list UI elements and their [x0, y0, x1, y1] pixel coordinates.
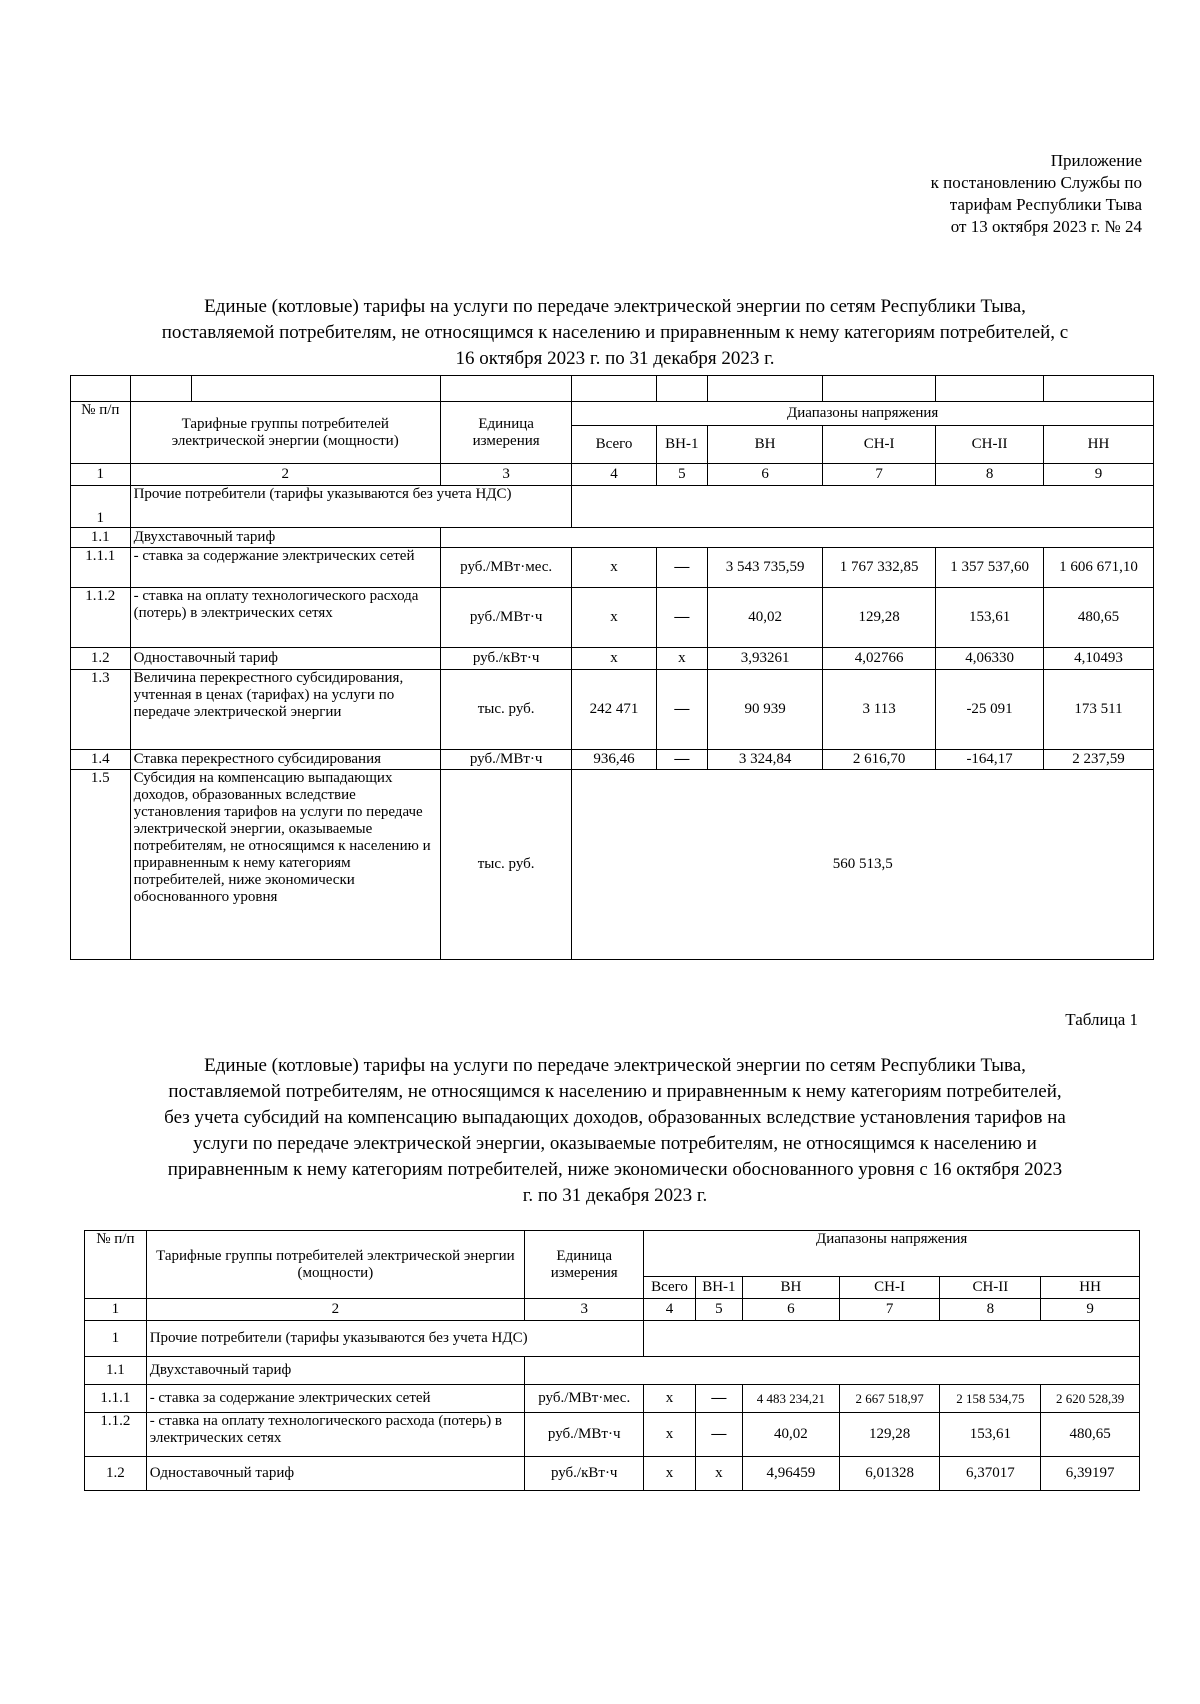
colnum: 9: [1041, 1299, 1140, 1321]
cell-nn: 4,10493: [1044, 648, 1154, 670]
header-sn2: СН-II: [936, 426, 1044, 464]
cell-sn2: 2 158 534,75: [940, 1385, 1041, 1413]
cell-nn: 480,65: [1041, 1413, 1140, 1457]
cell-vn1: —: [656, 548, 707, 588]
title-line: поставляемой потребителям, не относящимся к населению и приравненным к нему категориям потребителей,: [168, 1081, 1062, 1102]
cell-sn1: 129,28: [839, 1413, 940, 1457]
header-unit: Единица измерения: [440, 402, 572, 464]
table-row: [71, 770, 1154, 960]
cell-vn1: х: [695, 1457, 742, 1491]
cell-sn2: 153,61: [940, 1413, 1041, 1457]
row-label: Ставка перекрестного субсидирования: [130, 750, 440, 770]
cell-nn: 1 606 671,10: [1044, 548, 1154, 588]
cell-total: х: [572, 648, 656, 670]
title-line: г. по 31 декабря 2023 г.: [522, 1185, 708, 1206]
row-num: 1.1: [85, 1357, 147, 1385]
header-sn1: СН-I: [823, 426, 936, 464]
cell-nn: 2 620 528,39: [1041, 1385, 1140, 1413]
colnum-row: [71, 464, 1154, 486]
row-num: 1.1: [71, 528, 131, 548]
cell-total: 936,46: [572, 750, 656, 770]
header-total: Всего: [572, 426, 656, 464]
colnum: 8: [940, 1299, 1041, 1321]
row-label: Двухставочный тариф: [130, 528, 440, 548]
cell-sn1: 129,28: [823, 588, 936, 648]
colnum: 6: [708, 464, 823, 486]
colnum: 6: [743, 1299, 840, 1321]
header-ranges: Диапазоны напряжения: [572, 402, 1154, 426]
row-num: 1: [85, 1321, 147, 1357]
cell-sn2: 6,37017: [940, 1457, 1041, 1491]
row-unit: тыс. руб.: [440, 770, 572, 960]
header-sn1: СН-I: [839, 1277, 940, 1299]
tariff-table-2: [84, 1230, 1140, 1491]
row-unit: руб./МВт·мес.: [440, 548, 572, 588]
table-label: Таблица 1: [1065, 1010, 1138, 1029]
row-label: Двухставочный тариф: [146, 1357, 524, 1385]
table-row: [85, 1357, 1140, 1385]
empty-row: [71, 376, 1154, 402]
colnum: 3: [440, 464, 572, 486]
table-row: [71, 750, 1154, 770]
cell-sn1: 1 767 332,85: [823, 548, 936, 588]
colnum: 7: [823, 464, 936, 486]
cell-vn: 90 939: [708, 670, 823, 750]
cell-vn1: —: [656, 750, 707, 770]
row-unit: тыс. руб.: [440, 670, 572, 750]
colnum: 4: [572, 464, 656, 486]
cell-vn: 40,02: [743, 1413, 840, 1457]
row-label: - ставка за содержание электрических сетей: [146, 1385, 524, 1413]
row-num: 1.2: [71, 648, 131, 670]
cell-vn: 4 483 234,21: [743, 1385, 840, 1413]
cell-sn1: 2 667 518,97: [839, 1385, 940, 1413]
cell-vn1: —: [695, 1385, 742, 1413]
approval-line: к постановлению Службы по: [930, 173, 1142, 192]
cell-total: х: [572, 548, 656, 588]
row-label: Прочие потребители (тарифы указываются без учета НДС): [146, 1321, 644, 1357]
header-unit: Единица измерения: [525, 1231, 644, 1299]
cell-nn: 2 237,59: [1044, 750, 1154, 770]
row-label: Величина перекрестного субсидирования, учтенная в ценах (тарифах) на услуги по передаче электрической энергии: [130, 670, 440, 750]
header-num: № п/п: [71, 402, 131, 464]
table-row: [71, 648, 1154, 670]
row-label: Одноставочный тариф: [146, 1457, 524, 1491]
row-label: Субсидия на компенсацию выпадающих доходов, образованных вследствие установления тарифов на услуги по передаче электрической энергии, оказываемые потребителям, не относящимся к населению и приравненным к нему категориям потребителей, ниже экономически обоснованного уровня: [130, 770, 440, 960]
title-line: Единые (котловые) тарифы на услуги по передаче электрической энергии по сетям Республики Тыва,: [204, 1055, 1026, 1076]
row-unit: руб./МВт·ч: [525, 1413, 644, 1457]
cell-sn1: 3 113: [823, 670, 936, 750]
cell-vn: 3 324,84: [708, 750, 823, 770]
cell-nn: 480,65: [1044, 588, 1154, 648]
approval-line: тарифам Республики Тыва: [949, 195, 1142, 214]
row-unit: руб./кВт·ч: [525, 1457, 644, 1491]
cell-nn: 6,39197: [1041, 1457, 1140, 1491]
header-group: Тарифные группы потребителей электрической энергии (мощности): [146, 1231, 524, 1299]
approval-block: [722, 150, 1142, 238]
header-nn: НН: [1044, 426, 1154, 464]
header-sn2: СН-II: [940, 1277, 1041, 1299]
approval-line: Приложение: [1050, 151, 1142, 170]
colnum: 1: [85, 1299, 147, 1321]
row-num: 1: [71, 486, 131, 528]
table-row: [71, 670, 1154, 750]
section2-title: [70, 1053, 1160, 1209]
cell-sn1: 2 616,70: [823, 750, 936, 770]
row-label: Одноставочный тариф: [130, 648, 440, 670]
row-num: 1.1.1: [85, 1385, 147, 1413]
colnum: 5: [695, 1299, 742, 1321]
header-row: [85, 1231, 1140, 1277]
cell-vn: 3 543 735,59: [708, 548, 823, 588]
approval-line: от 13 октября 2023 г. № 24: [950, 217, 1142, 236]
header-vn1: ВН-1: [695, 1277, 742, 1299]
header-num: № п/п: [85, 1231, 147, 1299]
cell-nn: 173 511: [1044, 670, 1154, 750]
cell-vn1: х: [656, 648, 707, 670]
row-num: 1.5: [71, 770, 131, 960]
cell-vn: 3,93261: [708, 648, 823, 670]
table-row: [71, 486, 1154, 528]
title-line: 16 октября 2023 г. по 31 декабря 2023 г.: [455, 348, 775, 369]
row-num: 1.1.2: [71, 588, 131, 648]
colnum: 2: [146, 1299, 524, 1321]
header-vn1: ВН-1: [656, 426, 707, 464]
table-row: [85, 1385, 1140, 1413]
table-row: [71, 588, 1154, 648]
cell-vn1: —: [695, 1413, 742, 1457]
table-row: [85, 1413, 1140, 1457]
title-line: поставляемой потребителям, не относящимся к населению и приравненным к нему категориям потребителей, с: [161, 322, 1069, 343]
colnum: 1: [71, 464, 131, 486]
colnum: 3: [525, 1299, 644, 1321]
cell-total: х: [572, 588, 656, 648]
table-row: [71, 548, 1154, 588]
title-line: Единые (котловые) тарифы на услуги по передаче электрической энергии по сетям Республики Тыва,: [204, 296, 1026, 317]
cell-total: х: [644, 1413, 695, 1457]
row-label: - ставка за содержание электрических сетей: [130, 548, 440, 588]
row-num: 1.1.1: [71, 548, 131, 588]
row-num: 1.4: [71, 750, 131, 770]
table-row: [85, 1457, 1140, 1491]
cell-sn1: 4,02766: [823, 648, 936, 670]
cell-sn1: 6,01328: [839, 1457, 940, 1491]
cell-vn1: —: [656, 588, 707, 648]
cell-sn2: -164,17: [936, 750, 1044, 770]
colnum: 5: [656, 464, 707, 486]
row-label: - ставка на оплату технологического расхода (потерь) в электрических сетях: [130, 588, 440, 648]
cell-sn2: 4,06330: [936, 648, 1044, 670]
row-num: 1.3: [71, 670, 131, 750]
header-ranges: Диапазоны напряжения: [644, 1231, 1140, 1277]
header-group: Тарифные группы потребителей электрической энергии (мощности): [130, 402, 440, 464]
cell-vn: 4,96459: [743, 1457, 840, 1491]
cell-total: х: [644, 1385, 695, 1413]
row-label: - ставка на оплату технологического расхода (потерь) в электрических сетях: [146, 1413, 524, 1457]
tariff-table-1: [70, 375, 1154, 960]
colnum: 9: [1044, 464, 1154, 486]
table-row: [85, 1321, 1140, 1357]
title-line: без учета субсидий на компенсацию выпадающих доходов, образованных вследствие установления тарифов на: [164, 1107, 1066, 1128]
cell-total: 242 471: [572, 670, 656, 750]
row-unit: руб./МВт·мес.: [525, 1385, 644, 1413]
cell-sn2: -25 091: [936, 670, 1044, 750]
row-num: 1.2: [85, 1457, 147, 1491]
row-num: 1.1.2: [85, 1413, 147, 1457]
header-nn: НН: [1041, 1277, 1140, 1299]
title-line: услуги по передаче электрической энергии, оказываемые потребителям, не относящимся к населению и: [193, 1133, 1037, 1154]
cell-total: х: [644, 1457, 695, 1491]
colnum: 7: [839, 1299, 940, 1321]
section1-title: [70, 294, 1160, 372]
cell-vn1: —: [656, 670, 707, 750]
colnum: 2: [130, 464, 440, 486]
colnum: 8: [936, 464, 1044, 486]
row-unit: руб./МВт·ч: [440, 588, 572, 648]
cell-subsidy-value: 560 513,5: [572, 770, 1154, 960]
cell-vn: 40,02: [708, 588, 823, 648]
header-row: [71, 402, 1154, 426]
cell-sn2: 1 357 537,60: [936, 548, 1044, 588]
colnum: 4: [644, 1299, 695, 1321]
table-row: [71, 528, 1154, 548]
cell-sn2: 153,61: [936, 588, 1044, 648]
row-label: Прочие потребители (тарифы указываются без учета НДС): [130, 486, 572, 528]
row-unit: руб./кВт·ч: [440, 648, 572, 670]
row-unit: руб./МВт·ч: [440, 750, 572, 770]
colnum-row: [85, 1299, 1140, 1321]
header-vn: ВН: [743, 1277, 840, 1299]
header-vn: ВН: [708, 426, 823, 464]
title-line: приравненным к нему категориям потребителей, ниже экономически обоснованного уровня с 16 октября 2023: [167, 1159, 1063, 1180]
header-total: Всего: [644, 1277, 695, 1299]
